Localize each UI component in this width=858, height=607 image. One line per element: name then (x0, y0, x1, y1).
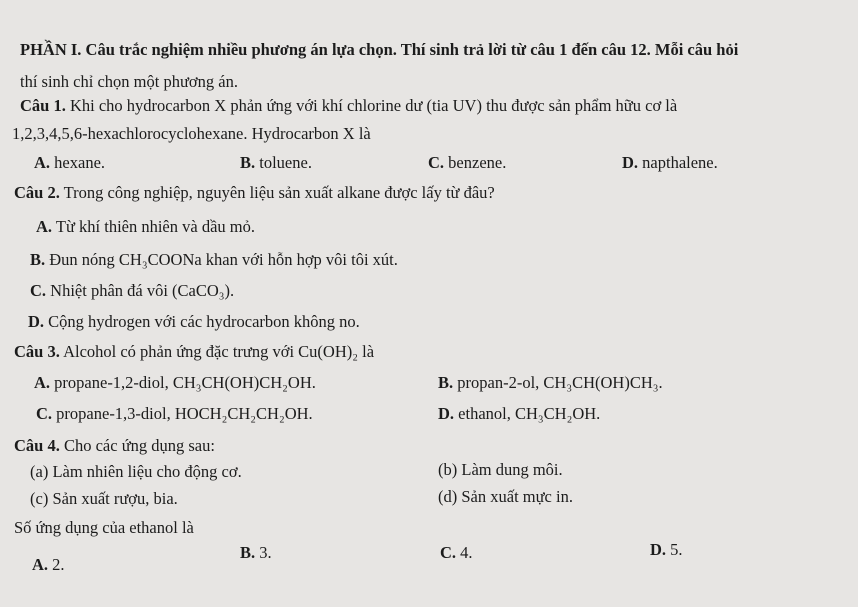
q2-option-a: A. Từ khí thiên nhiên và dầu mỏ. (36, 217, 255, 236)
q4-option-a: A. 2. (32, 555, 65, 574)
question-3 (14, 342, 374, 362)
question-3-label: Câu 3. (14, 342, 60, 361)
q4-option-c: C. 4. (440, 543, 473, 562)
q4-item-d: (d) Sản xuất mực in. (438, 487, 573, 506)
section-header (20, 40, 738, 60)
question-1-text-line1: Khi cho hydrocarbon X phản ứng với khí chlorine dư (tia UV) thu được sản phẩm hữu cơ là (69, 96, 678, 115)
question-1-label: Câu 1. (20, 96, 66, 115)
question-4 (14, 436, 215, 456)
question-2-text: Trong công nghiệp, nguyên liệu sản xuất alkane được lấy từ đâu? (63, 183, 495, 202)
q4-item-c: (c) Sản xuất rượu, bia. (30, 489, 178, 508)
question-1 (20, 96, 677, 116)
q4-item-b: (b) Làm dung môi. (438, 460, 563, 479)
question-4-text: Cho các ứng dụng sau: (63, 436, 215, 455)
q3-option-a: A. propane-1,2-diol, CH₃CH(OH)CH₂OH. (34, 373, 316, 392)
q3-option-d: D. ethanol, CH₃CH₂OH. (438, 404, 601, 423)
q2-option-d: D. Cộng hydrogen với các hydrocarbon không no. (28, 312, 360, 331)
q2-option-c: C. Nhiệt phân đá vôi (CaCO₃). (30, 281, 235, 300)
question-3-text: Alcohol có phản ứng đặc trưng với Cu(OH)₂ là (63, 342, 375, 361)
question-2-label: Câu 2. (14, 183, 60, 202)
q3-option-c: C. propane-1,3-diol, HOCH₂CH₂CH₂OH. (36, 404, 313, 423)
q4-option-d: D. 5. (650, 540, 683, 559)
q2-option-b: B. Đun nóng CH₃COONa khan với hỗn hợp vôi tôi xút. (30, 250, 398, 269)
q1-option-d: D. napthalene. (622, 153, 718, 172)
section-label: PHẦN I. (20, 40, 82, 59)
question-4-prompt: Số ứng dụng của ethanol là (14, 518, 194, 537)
question-2 (14, 183, 495, 203)
q3-option-b: B. propan-2-ol, CH₃CH(OH)CH₃. (438, 373, 663, 392)
question-4-label: Câu 4. (14, 436, 60, 455)
question-1-text-line2: 1,2,3,4,5,6-hexachlorocyclohexane. Hydrocarbon X là (12, 124, 371, 143)
q1-option-b: B. toluene. (240, 153, 312, 172)
q4-item-a: (a) Làm nhiên liệu cho động cơ. (30, 462, 242, 481)
section-instruction-line1: Câu trắc nghiệm nhiều phương án lựa chọn. Thí sinh trả lời từ câu 1 đến câu 12. Mỗi câu hỏi (85, 40, 739, 59)
q1-option-a: A. hexane. (34, 153, 106, 172)
section-instruction-line2: thí sinh chỉ chọn một phương án. (20, 72, 238, 91)
q4-option-b: B. 3. (240, 543, 272, 562)
q1-option-c: C. benzene. (428, 153, 507, 172)
